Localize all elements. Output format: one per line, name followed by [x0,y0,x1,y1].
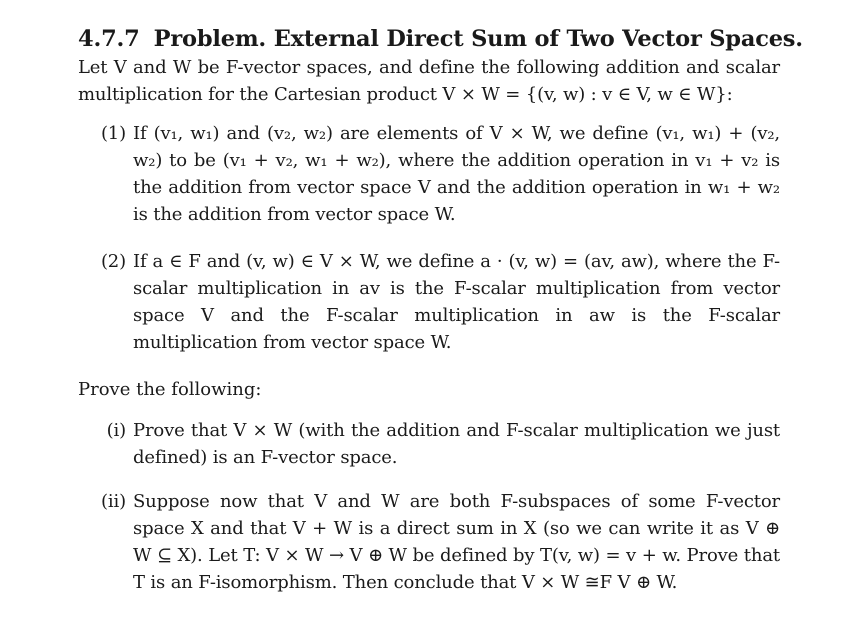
definition-item-2 [78,248,780,356]
task-item-i [78,417,780,471]
task-label: (i) [106,420,126,441]
problem-number: 4.7.7 [78,26,140,52]
task-item-ii [78,488,780,596]
task-list [78,417,780,596]
definition-text: If (v₁, w₁) and (v₂, w₂) are elements of V × W, we define (v₁, w₁) + (v₂, w₂) to be (v₁ + v₂, w₁ + w₂), where the addition operation in v₁ + v₂ is the addition from vector space V and the addition operation in w₁ + w₂ is the addition from vector space W. [133,123,780,225]
definition-list [78,120,780,356]
task-label: (ii) [101,491,126,512]
definition-label: (2) [100,251,126,272]
task-text: Prove that V × W (with the addition and F-scalar multiplication we just defined) is an F-vector space. [133,420,780,468]
task-text: Suppose now that V and W are both F-subspaces of some F-vector space X and that V + W is a direct sum in X (so we can write it as V ⊕ W ⊆ X). Let T: V × W → V ⊕ W be defined by T(v, w) = v + w. Prove that T is an F-isomorphism. Then conclude that V × W ≅F V ⊕ W. [133,491,780,593]
problem-page [78,24,803,613]
definition-text: If a ∈ F and (v, w) ∈ V × W, we define a · (v, w) = (av, aw), where the F-scalar multiplication in av is the F-scalar multiplication from vector space V and the F-scalar multiplication in aw is the F-scalar multiplication from vector space W. [133,251,780,353]
definition-label: (1) [100,123,126,144]
intro-paragraph: Let V and W be F-vector spaces, and define the following addition and scalar multiplication for the Cartesian product V × W = {(v, w) : v ∈ V, w ∈ W}: [78,57,780,105]
problem-title: Problem. External Direct Sum of Two Vector Spaces. [153,26,803,52]
problem-heading [78,24,803,54]
definition-item-1 [78,120,780,228]
prove-heading: Prove the following: [78,379,262,400]
